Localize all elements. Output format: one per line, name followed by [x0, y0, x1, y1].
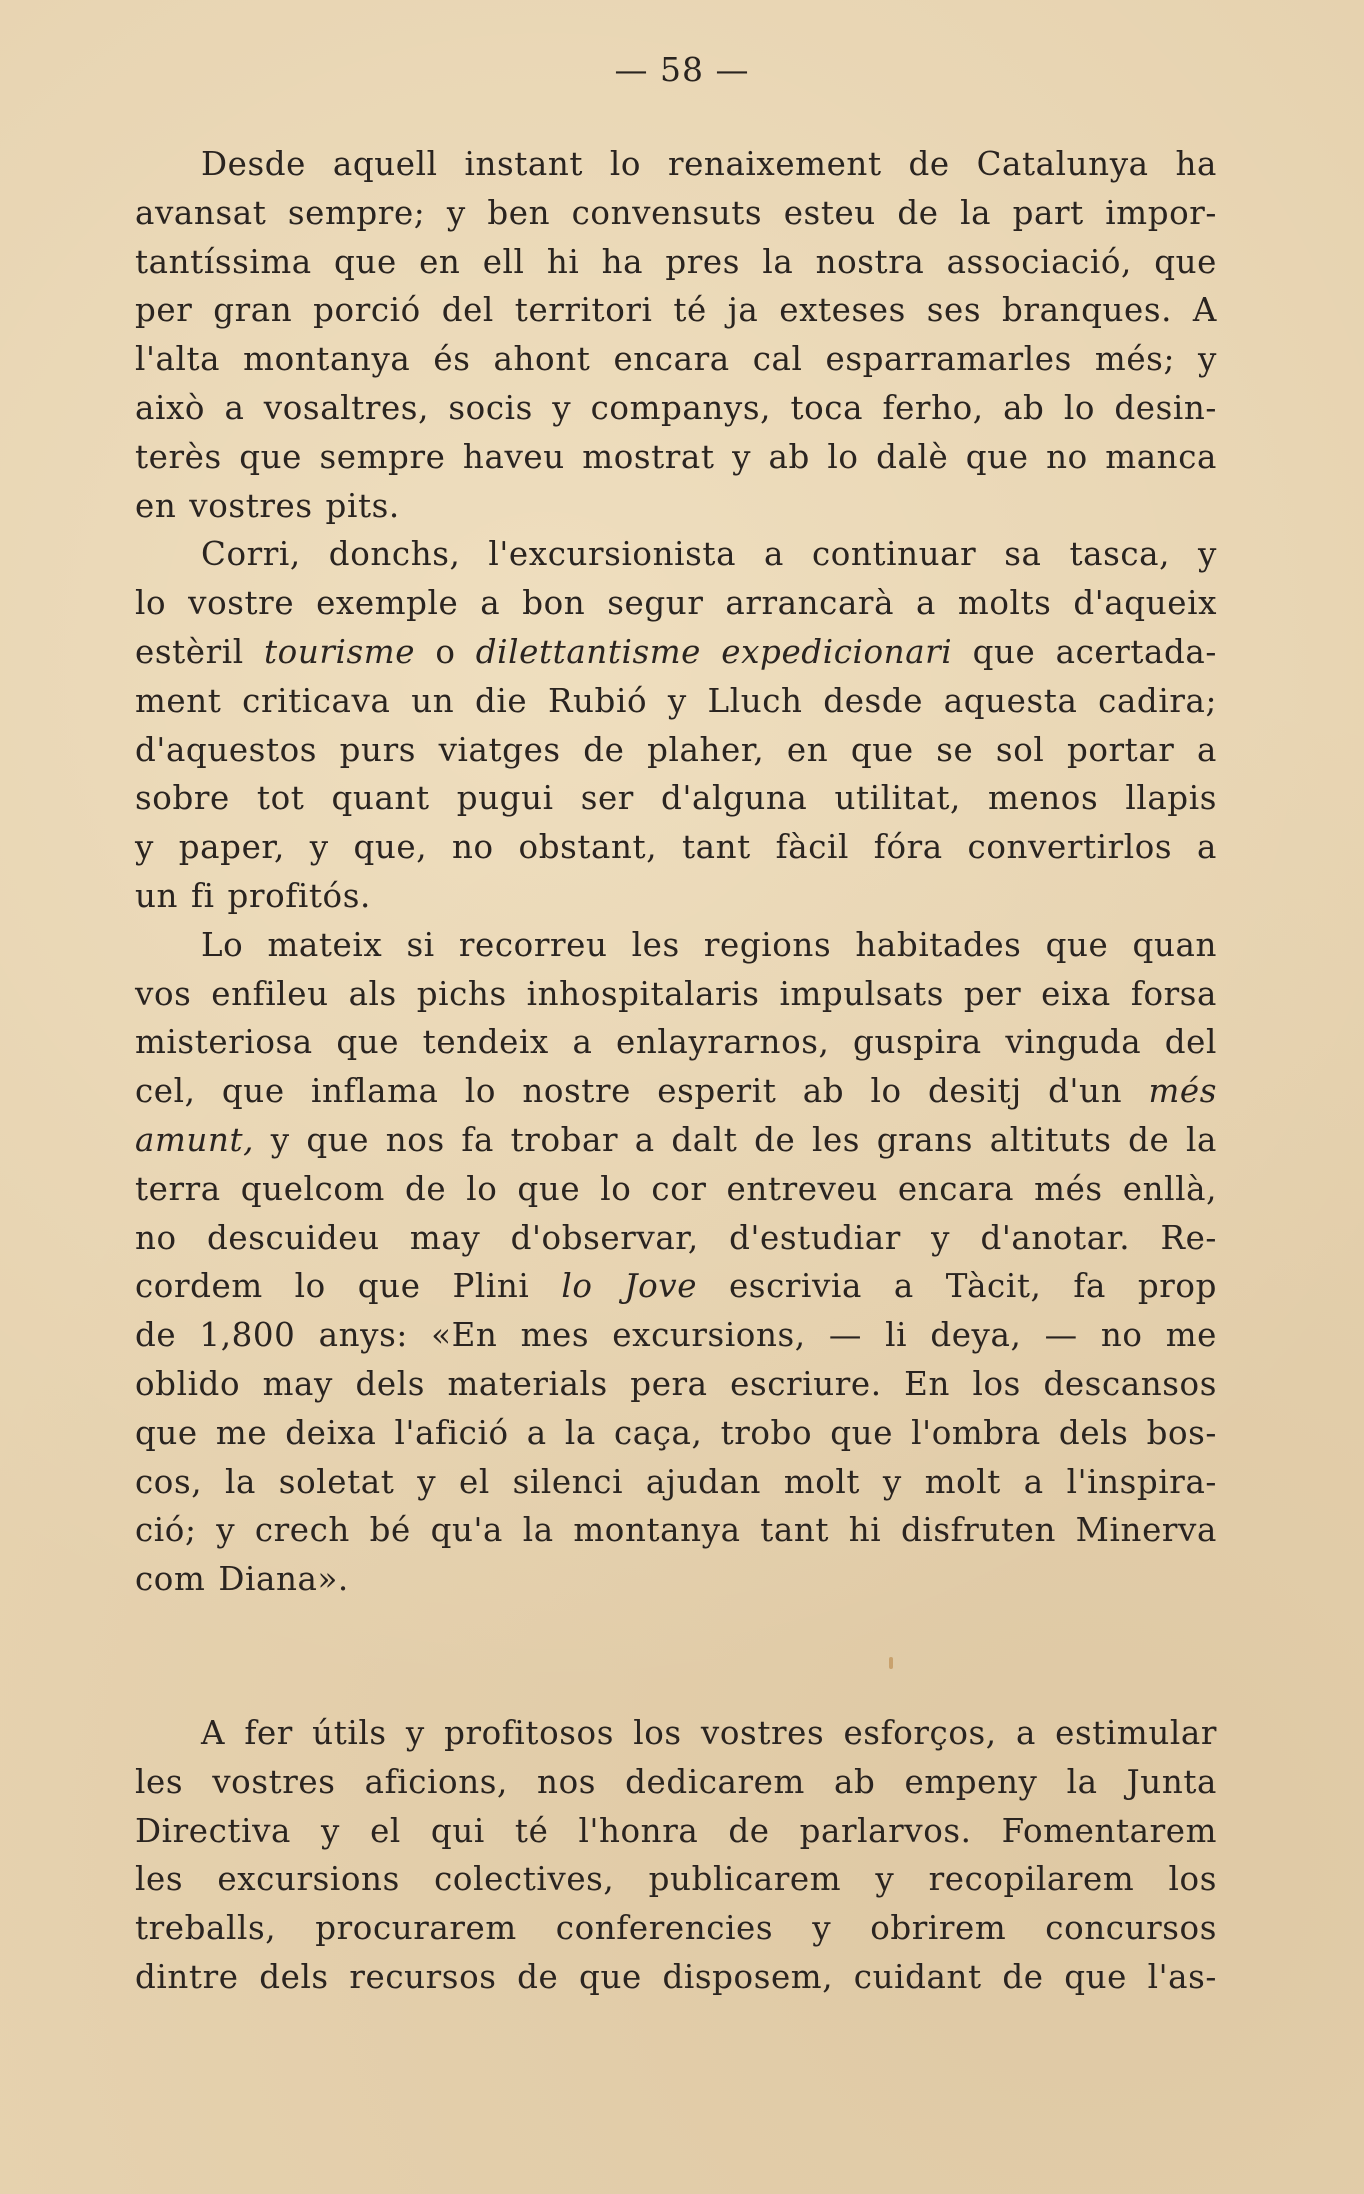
text-line: vos enfileu als pichs inhospitalaris impulsats per eixa forsa	[135, 974, 1217, 1013]
text-line	[135, 1067, 1217, 1116]
text-line: les vostres aficions, nos dedicarem ab empeny la Junta	[135, 1762, 1217, 1801]
text-fragment: y que nos fa trobar a dalt de les grans altituts de la	[270, 1120, 1217, 1159]
text-fragment: o	[435, 632, 456, 671]
text-fragment: que acertada-	[972, 632, 1217, 671]
text-line: y paper, y que, no obstant, tant fàcil fóra convertirlos a	[135, 828, 1217, 867]
italic-term: més	[1148, 1072, 1217, 1111]
italic-term: amunt,	[135, 1120, 255, 1159]
text-line: l'alta montanya és ahont encara cal esparramarles més; y	[135, 340, 1217, 379]
text-line: Directiva y el qui té l'honra de parlarvos. Fomentarem	[135, 1811, 1217, 1850]
main-text-block	[135, 140, 1217, 1604]
text-line: en vostres pits.	[135, 486, 400, 525]
text-fragment: cordem lo que Plini	[135, 1267, 530, 1306]
text-line: oblido may dels materials pera escriure. En los descansos	[135, 1364, 1217, 1403]
text-line: sobre tot quant pugui ser d'alguna utilitat, menos llapis	[135, 779, 1217, 818]
italic-term: lo Jove	[561, 1267, 698, 1306]
text-line: per gran porció del territori té ja exteses ses branques. A	[135, 291, 1217, 330]
text-line	[135, 1262, 1217, 1311]
text-line: que me deixa l'afició a la caça, trobo que l'ombra dels bos-	[135, 1413, 1217, 1452]
page-number: — 58 —	[614, 50, 750, 89]
italic-term: tourisme	[264, 632, 416, 671]
text-line: dintre dels recursos de que disposem, cuidant de que l'as-	[135, 1957, 1217, 1996]
text-line: lo vostre exemple a bon segur arrancarà a molts d'aqueix	[135, 584, 1217, 623]
text-line: les excursions colectives, publicarem y recopilarem los	[135, 1860, 1217, 1899]
text-line	[135, 628, 1217, 677]
text-line: avansat sempre; y ben convensuts esteu de la part impor-	[135, 193, 1217, 232]
text-line: terra quelcom de lo que lo cor entreveu encara més enllà,	[135, 1169, 1217, 1208]
text-line: d'aquestos purs viatges de plaher, en que se sol portar a	[135, 730, 1217, 769]
text-line: això a vosaltres, socis y companys, toca ferho, ab lo desin-	[135, 388, 1217, 427]
text-fragment: escrivia a Tàcit, fa prop	[728, 1267, 1217, 1306]
text-line	[135, 1116, 1217, 1165]
italic-term: dilettantisme expedicionari	[475, 632, 953, 671]
text-line: Desde aquell instant lo renaixement de Catalunya ha	[201, 145, 1217, 183]
text-line: cos, la soletat y el silenci ajudan molt y molt a l'inspira-	[135, 1462, 1217, 1501]
paragraph-4	[135, 1709, 1217, 2002]
text-line: ció; y crech bé qu'a la montanya tant hi disfruten Minerva	[135, 1511, 1217, 1550]
text-line: tantíssima que en ell hi ha pres la nostra associació, que	[135, 242, 1217, 281]
section-separator-mark	[889, 1657, 893, 1669]
text-line: de 1,800 anys: «En mes excursions, — li deya, — no me	[135, 1316, 1217, 1355]
text-fragment: estèril	[135, 632, 244, 671]
text-line: treballs, procurarem conferencies y obrirem concursos	[135, 1909, 1217, 1948]
text-line: un fi profitós.	[135, 876, 371, 915]
text-line: Corri, donchs, l'excursionista a continuar sa tasca, y	[201, 535, 1217, 574]
paragraph-2	[135, 530, 1217, 920]
text-fragment: cel, que inflama lo nostre esperit ab lo desitj d'un	[135, 1072, 1123, 1111]
text-line: ment criticava un die Rubió y Lluch desde aquesta cadira;	[135, 681, 1217, 720]
text-line: misteriosa que tendeix a enlayrarnos, guspira vinguda del	[135, 1023, 1217, 1062]
text-line: terès que sempre haveu mostrat y ab lo dalè que no manca	[135, 437, 1217, 476]
paragraph-3	[135, 921, 1217, 1604]
secondary-text-block	[135, 1709, 1217, 2002]
text-line: A fer útils y profitosos los vostres esforços, a estimular	[201, 1714, 1217, 1752]
paragraph-1	[135, 140, 1217, 530]
text-line: com Diana».	[135, 1560, 349, 1599]
text-line: no descuideu may d'observar, d'estudiar y d'anotar. Re-	[135, 1218, 1217, 1257]
text-line: Lo mateix si recorreu les regions habitades que quan	[201, 925, 1217, 964]
